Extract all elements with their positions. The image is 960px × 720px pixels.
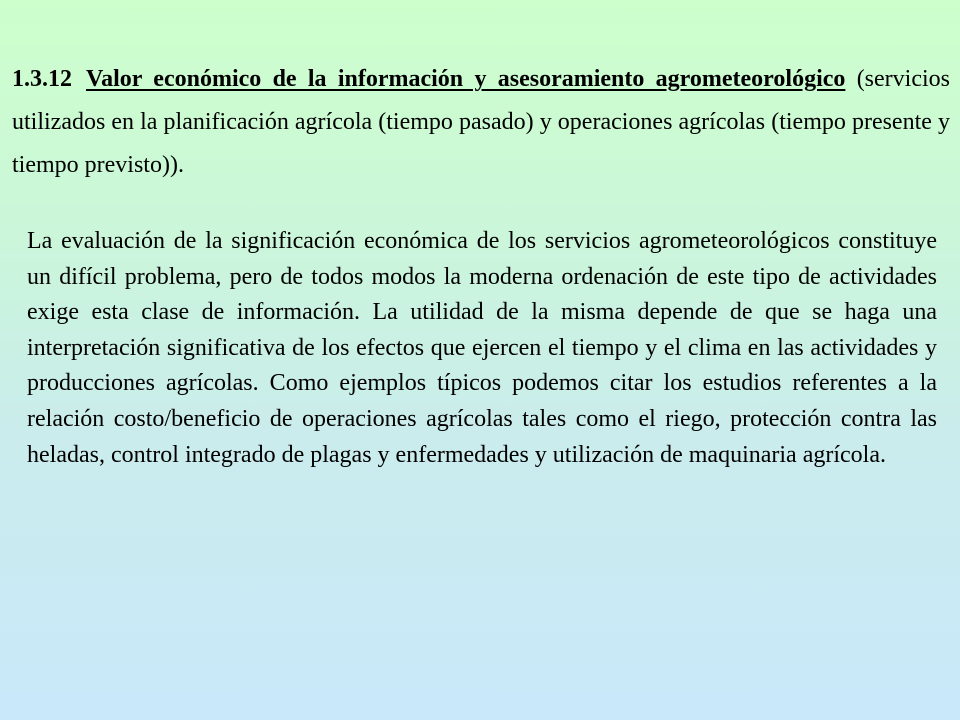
body-paragraph: La evaluación de la significación económica de los servicios agrometeorológicos constituye un difícil problema, pero de todos modos la moderna ordenación de este tipo de actividades exige esta clase de información. La utilidad de la misma depende de que se haga una interpretación significativa de los efectos que ejercen el tiempo y el clima en las actividades y producciones agrícolas. Como ejemplos típicos podemos citar los estudios referentes a la relación costo/beneficio de operaciones agrícolas tales como el riego, protección contra las heladas, control integrado de plagas y enfermedades y utilización de maquinaria agrícola. [27,228,937,468]
section-title: Valor económico de la información y asesoramiento agrometeorológico [86,66,846,92]
section-heading [12,58,950,187]
section-number: 1.3.12 [12,66,72,92]
section-description: (servicios utilizados en la planificación agrícola (tiempo pasado) y operaciones agrícolas (tiempo presente y tiempo previsto)). [12,66,950,178]
